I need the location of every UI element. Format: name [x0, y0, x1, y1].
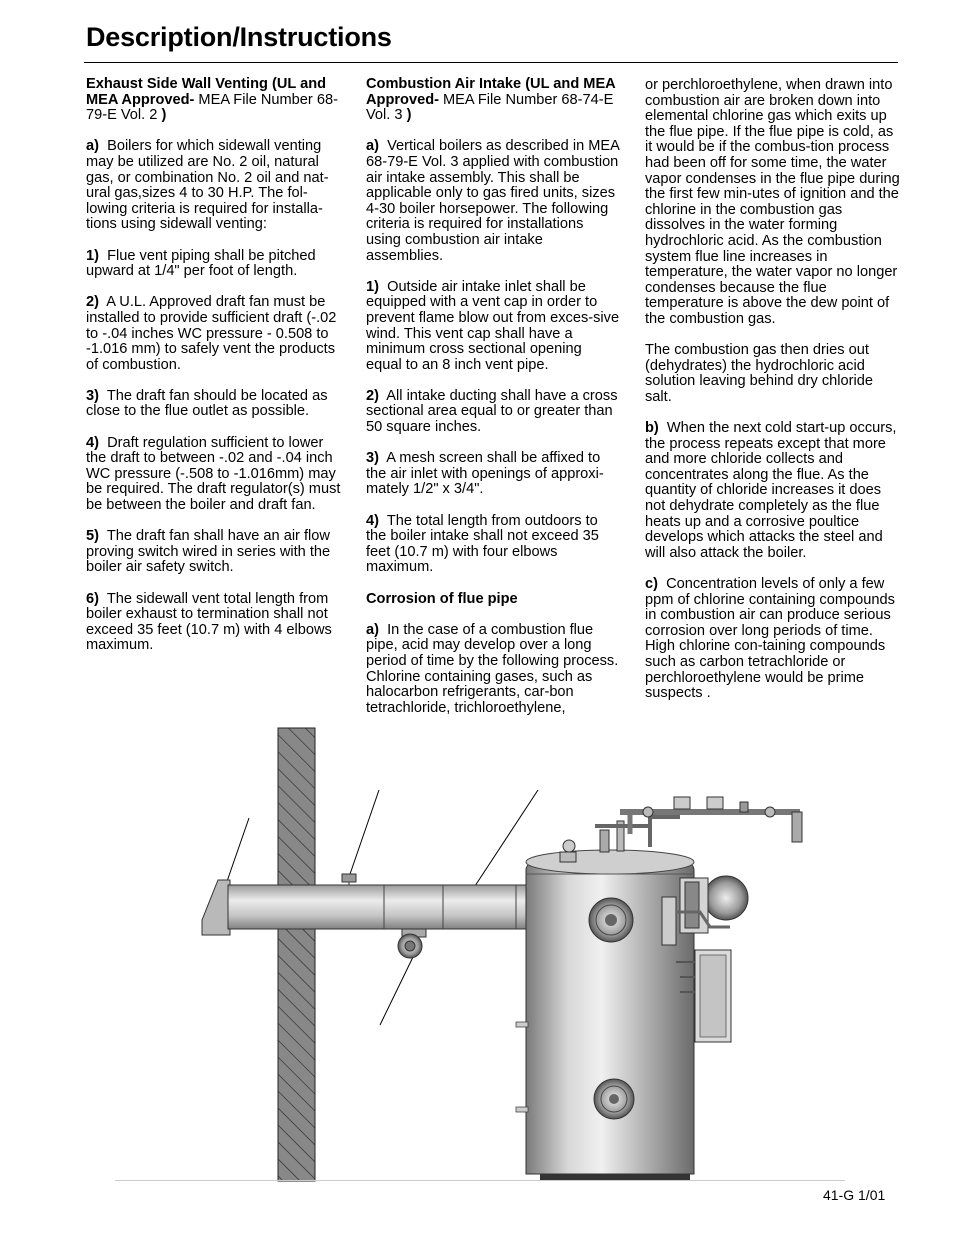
exhaust-item-6: 6) The sidewall vent total length from boiler exhaust to termination shall not exceed 35 feet (10.7 m) with 4 elbows maximum. [86, 590, 332, 654]
flue-pipe [228, 885, 538, 929]
intake-item-1: 1) Outside air intake inlet shall be equipped with a vent cap in order to prevent flame blow out from exces-sive wind. This vent cap shall have a minimum cross sectional opening equal to an 8 inch vent pipe. [366, 278, 620, 373]
corrosion-item-c: c) Concentration levels of only a few ppm of chlorine containing compounds in combustion air can produce serious corrosion over long periods of time. High chlorine con-taining compounds such as carbon tetrachloride or perchloroethylene would be prime suspects . [645, 576, 895, 702]
exhaust-item-2: 2) A U.L. Approved draft fan must be installed to provide sufficient draft (-.02 to -.04 inches WC pressure - 0.508 to -1.016 mm) to safely vent the products of combustion. [86, 294, 337, 373]
corrosion-dehydrate-paragraph: The combustion gas then dries out (dehydrates) the hydrochloric acid solution leaving behind dry chloride salt. [645, 342, 873, 405]
inspection-port-lower [594, 1079, 634, 1119]
corrosion-continuation: or perchloroethylene, when drawn into combustion air are broken down into elemental chlorine gas which exits up the flue pipe. If the flue pipe is cold, as it would be if the combus-tion process had been off for some time, the water vapor condenses in the flue pipe during the first few min-utes of ignition and the chlorine in the combustion gas dissolves in the water forming hydrochloric acid. As the combustion system flue line increases in temperature, the water vapor no longer condenses because the flue temperature is above the dew point of the combustion gas. [645, 77, 900, 327]
footer-rule [115, 1180, 845, 1181]
exhaust-item-4: 4) Draft regulation sufficient to lower the draft to between -.02 and -.04 inch WC pressure (-.508 to -1.016mm) may be required. The draft regulator(s) must be between the boiler and draft fan. [86, 434, 341, 514]
exhaust-item-a: a) Boilers for which sidewall venting may be utilized are No. 2 oil, natural gas, or combination No. 2 oil and nat-ural gas,sizes 4 to 30 H.P. The fol-lowing criteria is required for installa-tions using sidewall venting: [86, 138, 329, 233]
title-rule [84, 62, 898, 63]
corrosion-item-b: b) When the next cold start-up occurs, the process repeats except that more and more chloride collects and concentrates along the flue. As the quantity of chloride increases it does not dehydrate completely as the flue heats up and a corrosive poultice develops which attacks the steel and will also attack the boiler. [645, 420, 897, 561]
boiler-sidewall-vent-illustration [180, 722, 860, 1187]
intake-item-2: 2) All intake ducting shall have a cross sectional area equal to or greater than 50 square inches. [366, 387, 618, 436]
callout-line [349, 790, 379, 877]
callout-line [380, 957, 413, 1025]
page-title: Description/Instructions [86, 22, 392, 52]
intake-item-3: 3) A mesh screen shall be affixed to the air inlet with openings of approxi-mately 1/2" x 3/4". [366, 450, 604, 498]
intake-item-4: 4) The total length from outdoors to the boiler intake shall not exceed 35 feet (10.7 m) with four elbows maximum. [366, 512, 599, 576]
column-exhaust-venting [86, 77, 344, 670]
section-heading-exhaust: Exhaust Side Wall Venting (UL and MEA Approved- MEA File Number 68-79-E Vol. 2 ) [86, 76, 338, 124]
page-footer: 41-G 1/01 [823, 1187, 886, 1203]
gas-train [620, 797, 802, 842]
wall-section [278, 728, 315, 1181]
corrosion-item-a: a) In the case of a combustion flue pipe, acid may develop over a long period of time by the following process. Chlorine containing gases, such as halocarbon refrigerants, car-bon tetrachloride, trichloroethylene, [366, 621, 619, 716]
column-corrosion-continued [645, 78, 901, 717]
exhaust-item-1: 1) Flue vent piping shall be pitched upward at 1/4" per foot of length. [86, 247, 316, 280]
section-heading-corrosion: Corrosion of flue pipe [366, 590, 518, 607]
section-heading-intake: Combustion Air Intake (UL and MEA Approved- MEA File Number 68-74-E Vol. 3 ) [366, 76, 616, 124]
exhaust-item-3: 3) The draft fan should be located as close to the flue outlet as possible. [86, 387, 328, 420]
exhaust-item-5: 5) The draft fan shall have an air flow proving switch wired in series with the boiler air safety switch. [86, 528, 331, 576]
callout-line [224, 818, 249, 890]
vent-cap [202, 880, 230, 935]
intake-item-a: a) Vertical boilers as described in MEA 68-79-E Vol. 3 applied with combustion air intake assembly. This shall be applicable only to gas fired units, sizes 4-30 boiler horsepower. The following criteria is required for installations using combustion air intake assemblies. [366, 138, 620, 264]
draft-fan [398, 929, 426, 958]
inspection-port-upper [589, 898, 633, 942]
column-air-intake [366, 77, 620, 732]
